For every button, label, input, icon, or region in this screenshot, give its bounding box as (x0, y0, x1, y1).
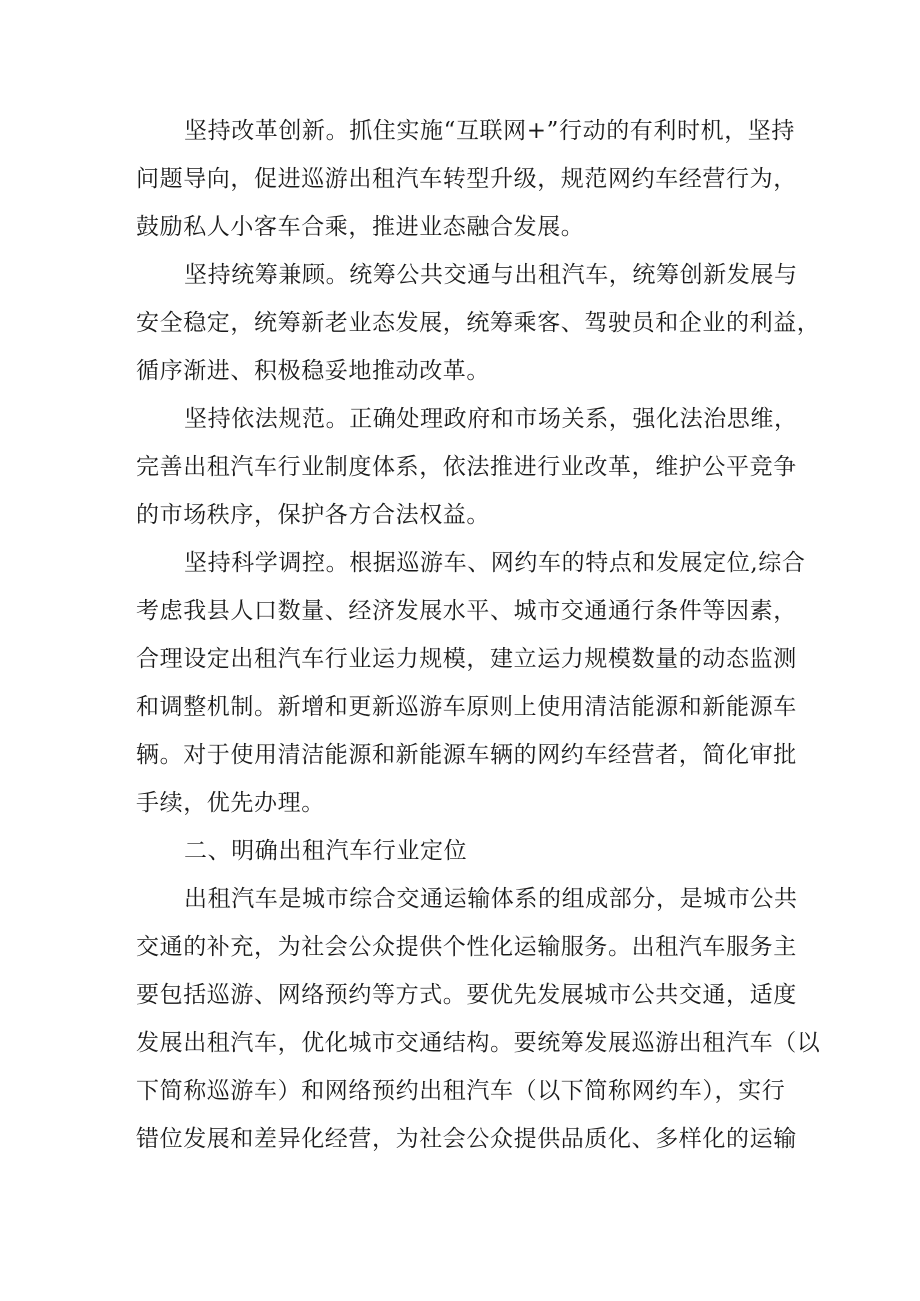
paragraph-reform-line-1: 坚持改革创新。抓住实施“互联网+”行动的有利时机，坚持 (184, 118, 795, 144)
paragraph-positioning-line-5: 下简称巡游车）和网络预约出租汽车（以下简称网约车），实行 (136, 1078, 786, 1104)
paragraph-coordination-line-3: 循序渐进、积极稳妥地推动改革。 (136, 358, 490, 384)
paragraph-regulation-line-2: 考虑我县人口数量、经济发展水平、城市交通通行条件等因素， (136, 598, 797, 624)
paragraph-coordination-line-2: 安全稳定，统筹新老业态发展，统筹乘客、驾驶员和企业的利益， (136, 310, 821, 336)
section-heading: 二、明确出租汽车行业定位 (184, 838, 468, 864)
paragraph-positioning-line-6: 错位发展和差异化经营，为社会公众提供品质化、多样化的运输 (136, 1126, 797, 1152)
paragraph-positioning-line-3: 要包括巡游、网络预约等方式。要优先发展城市公共交通，适度 (136, 982, 797, 1008)
paragraph-regulation-line-3: 合理设定出租汽车行业运力规模，建立运力规模数量的动态监测 (136, 646, 797, 672)
paragraph-law-line-1: 坚持依法规范。正确处理政府和市场关系，强化法治思维， (184, 406, 798, 432)
paragraph-regulation-line-6: 手续，优先办理。 (136, 790, 325, 816)
paragraph-positioning-line-1: 出租汽车是城市综合交通运输体系的组成部分，是城市公共 (184, 886, 798, 912)
paragraph-law-line-3: 的市场秩序，保护各方合法权益。 (136, 502, 490, 528)
paragraph-reform-line-3: 鼓励私人小客车合乘，推进业态融合发展。 (136, 214, 585, 240)
paragraph-reform-line-2: 问题导向，促进巡游出租汽车转型升级，规范网约车经营行为， (136, 166, 797, 192)
paragraph-regulation-line-5: 辆。对于使用清洁能源和新能源车辆的网约车经营者，简化审批 (136, 742, 797, 768)
paragraph-law-line-2: 完善出租汽车行业制度体系，依法推进行业改革，维护公平竞争 (136, 454, 797, 480)
paragraph-regulation-line-1: 坚持科学调控。根据巡游车、网约车的特点和发展定位,综合 (184, 550, 806, 576)
paragraph-coordination-line-1: 坚持统筹兼顾。统筹公共交通与出租汽车，统筹创新发展与 (184, 262, 798, 288)
paragraph-regulation-line-4: 和调整机制。新增和更新巡游车原则上使用清洁能源和新能源车 (136, 694, 797, 720)
paragraph-positioning-line-2: 交通的补充，为社会公众提供个性化运输服务。出租汽车服务主 (136, 934, 797, 960)
paragraph-positioning-line-4: 发展出租汽车，优化城市交通结构。要统筹发展巡游出租汽车（以 (136, 1030, 821, 1056)
